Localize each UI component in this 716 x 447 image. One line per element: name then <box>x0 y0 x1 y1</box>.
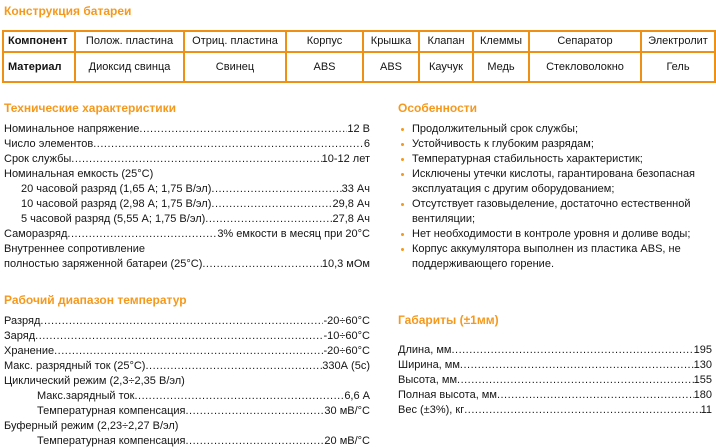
dot-leader <box>40 314 323 329</box>
temp-spec-row <box>4 419 370 434</box>
dot-leader <box>186 404 325 419</box>
spec-label: Саморазряд <box>4 228 68 240</box>
spec-label: Температурная компенсация <box>37 405 186 417</box>
dot-leader <box>134 389 344 404</box>
tech-spec-row <box>4 227 370 242</box>
spec-value: 155 <box>693 374 712 386</box>
table-cell: Каучук <box>419 52 473 82</box>
feature-item <box>398 242 712 272</box>
spec-value: 27,8 Ач <box>332 213 370 225</box>
table-cell: Медь <box>473 52 529 82</box>
tech-spec-row <box>4 122 370 137</box>
spec-label: Разряд <box>4 315 41 327</box>
table-cell: Сепаратор <box>529 31 641 52</box>
table-cell: Диоксид свинца <box>75 52 184 82</box>
dot-leader <box>497 388 694 403</box>
tech-spec-row <box>4 197 370 212</box>
tech-spec-list <box>4 122 370 272</box>
temp-spec-row <box>4 434 370 447</box>
spec-label: Хранение <box>4 345 55 357</box>
spec-label: Температурная компенсация <box>37 435 186 447</box>
spec-value: 3% емкости в месяц при 20°C <box>217 228 370 240</box>
spec-label: полностью заряженной батареи (25°C) <box>4 258 203 270</box>
construction-table-row <box>3 52 715 82</box>
features-title: Особенности <box>398 101 478 115</box>
spec-label: 10 часовой разряд (2,98 А; 1,75 В/эл) <box>21 198 212 210</box>
dimension-spec-row <box>398 403 712 418</box>
dimension-spec-row <box>398 343 712 358</box>
temp-spec-row <box>4 374 370 389</box>
table-cell: Гель <box>641 52 715 82</box>
table-cell: Стекловолокно <box>529 52 641 82</box>
spec-label: Длина, мм <box>398 344 452 356</box>
table-cell: Отриц. пластина <box>184 31 286 52</box>
spec-value: 6,6 А <box>344 390 370 402</box>
spec-label: Срок службы <box>4 153 72 165</box>
dot-leader <box>186 434 325 447</box>
temp-spec-list <box>4 314 370 447</box>
feature-item <box>398 167 712 197</box>
dot-leader <box>211 197 332 212</box>
spec-label: Ширина, мм <box>398 359 460 371</box>
tech-spec-row <box>4 137 370 152</box>
tech-spec-row <box>4 152 370 167</box>
spec-value: 6 <box>363 138 370 150</box>
dot-leader <box>71 152 321 167</box>
dimension-spec-row <box>398 358 712 373</box>
dot-leader <box>54 344 323 359</box>
spec-value: 130 <box>693 359 712 371</box>
table-cell: Клеммы <box>473 31 529 52</box>
feature-text: Продолжительный срок службы; <box>412 123 579 135</box>
dimension-spec-row <box>398 373 712 388</box>
spec-label: Макс.зарядный ток <box>37 390 135 402</box>
spec-value: 330А (5с) <box>322 360 370 372</box>
dot-leader <box>211 182 341 197</box>
features-list <box>398 122 712 272</box>
tech-spec-row <box>4 242 370 257</box>
bullet-icon <box>401 143 404 146</box>
table-cell: Свинец <box>184 52 286 82</box>
spec-value: 33 Ач <box>341 183 370 195</box>
temp-spec-row <box>4 314 370 329</box>
left-column <box>4 101 370 447</box>
feature-text: Отсутствует газовыделение, достаточно естественной вентиляции; <box>412 198 691 225</box>
bullet-icon <box>401 128 404 131</box>
temp-title: Рабочий диапазон температур <box>4 293 187 307</box>
feature-item <box>398 152 712 167</box>
table-cell: ABS <box>286 52 363 82</box>
spec-label: Высота, мм <box>398 374 458 386</box>
bullet-icon <box>401 233 404 236</box>
spec-value: 10-12 лет <box>321 153 370 165</box>
spec-label: Макс. разрядный ток (25°C) <box>4 360 146 372</box>
construction-table <box>2 30 716 83</box>
table-cell: Электролит <box>641 31 715 52</box>
temp-spec-row <box>4 404 370 419</box>
spec-label: Вес (±3%), кг <box>398 404 465 416</box>
feature-item <box>398 197 712 227</box>
feature-text: Температурная стабильность характеристик; <box>412 153 643 165</box>
spec-label: Число элементов <box>4 138 94 150</box>
construction-table-row <box>3 31 715 52</box>
tech-title: Технические характеристики <box>4 101 177 115</box>
feature-text: Корпус аккумулятора выполнен из пластика ABS, не поддерживающего горение. <box>412 243 681 270</box>
spec-label: Внутреннее сопротивление <box>4 243 145 255</box>
right-column <box>398 101 712 447</box>
spec-label: Номинальная емкость (25°C) <box>4 168 154 180</box>
feature-text: Устойчивость к глубоким разрядам; <box>412 138 594 150</box>
dot-leader <box>145 359 322 374</box>
bullet-icon <box>401 248 404 251</box>
bullet-icon <box>401 158 404 161</box>
spec-value: 11 <box>700 404 712 416</box>
spec-value: 195 <box>693 344 712 356</box>
feature-item <box>398 122 712 137</box>
spec-label: Заряд <box>4 330 36 342</box>
dot-leader <box>451 343 693 358</box>
feature-text: Исключены утечки кислоты, гарантирована безопасная эксплуатация с другим оборудованием; <box>412 168 696 195</box>
temp-spec-row <box>4 329 370 344</box>
row-header-cell: Компонент <box>3 31 75 52</box>
spec-value: 12 В <box>347 123 370 135</box>
dot-leader <box>93 137 364 152</box>
spec-value: -20÷60°C <box>323 345 370 357</box>
table-cell: Клапан <box>419 31 473 52</box>
dot-leader <box>202 257 321 272</box>
spec-label: Буферный режим (2,23÷2,27 В/эл) <box>4 420 179 432</box>
table-cell: ABS <box>363 52 419 82</box>
temp-spec-row <box>4 389 370 404</box>
bullet-icon <box>401 173 404 176</box>
temp-spec-row <box>4 359 370 374</box>
tech-spec-row <box>4 182 370 197</box>
tech-spec-row <box>4 212 370 227</box>
tech-spec-row <box>4 257 370 272</box>
table-cell: Полож. пластина <box>75 31 184 52</box>
row-header-cell: Материал <box>3 52 75 82</box>
dot-leader <box>35 329 323 344</box>
spec-label: Номинальное напряжение <box>4 123 140 135</box>
spec-label: 5 часовой разряд (5,55 А; 1,75 В/эл) <box>21 213 206 225</box>
dimensions-title: Габариты (±1мм) <box>398 313 499 327</box>
spec-label: 20 часовой разряд (1,65 А; 1,75 В/эл) <box>21 183 212 195</box>
dot-leader <box>67 227 217 242</box>
spec-label: Циклический режим (2,3÷2,35 В/эл) <box>4 375 185 387</box>
dimension-spec-row <box>398 388 712 403</box>
tech-spec-row <box>4 167 370 182</box>
spec-value: -20÷60°C <box>323 315 370 327</box>
spec-value: 29,8 Ач <box>332 198 370 210</box>
dot-leader <box>460 358 694 373</box>
spec-value: -10÷60°C <box>323 330 370 342</box>
dimensions-spec-list <box>398 343 712 418</box>
spec-label: Полная высота, мм <box>398 389 497 401</box>
temp-spec-row <box>4 344 370 359</box>
content-columns <box>4 101 714 447</box>
spec-value: 30 мВ/°C <box>324 405 370 417</box>
dot-leader <box>205 212 332 227</box>
feature-item <box>398 227 712 242</box>
dot-leader <box>457 373 694 388</box>
table-cell: Крышка <box>363 31 419 52</box>
feature-text: Нет необходимости в контроле уровня и доливе воды; <box>412 228 691 240</box>
bullet-icon <box>401 203 404 206</box>
spec-value: 20 мВ/°C <box>324 435 370 447</box>
table-cell: Корпус <box>286 31 363 52</box>
construction-title: Конструкция батареи <box>4 4 132 18</box>
feature-item <box>398 137 712 152</box>
dot-leader <box>464 403 700 418</box>
spec-value: 10,3 мОм <box>321 258 370 270</box>
dot-leader <box>139 122 347 137</box>
spec-value: 180 <box>693 389 712 401</box>
